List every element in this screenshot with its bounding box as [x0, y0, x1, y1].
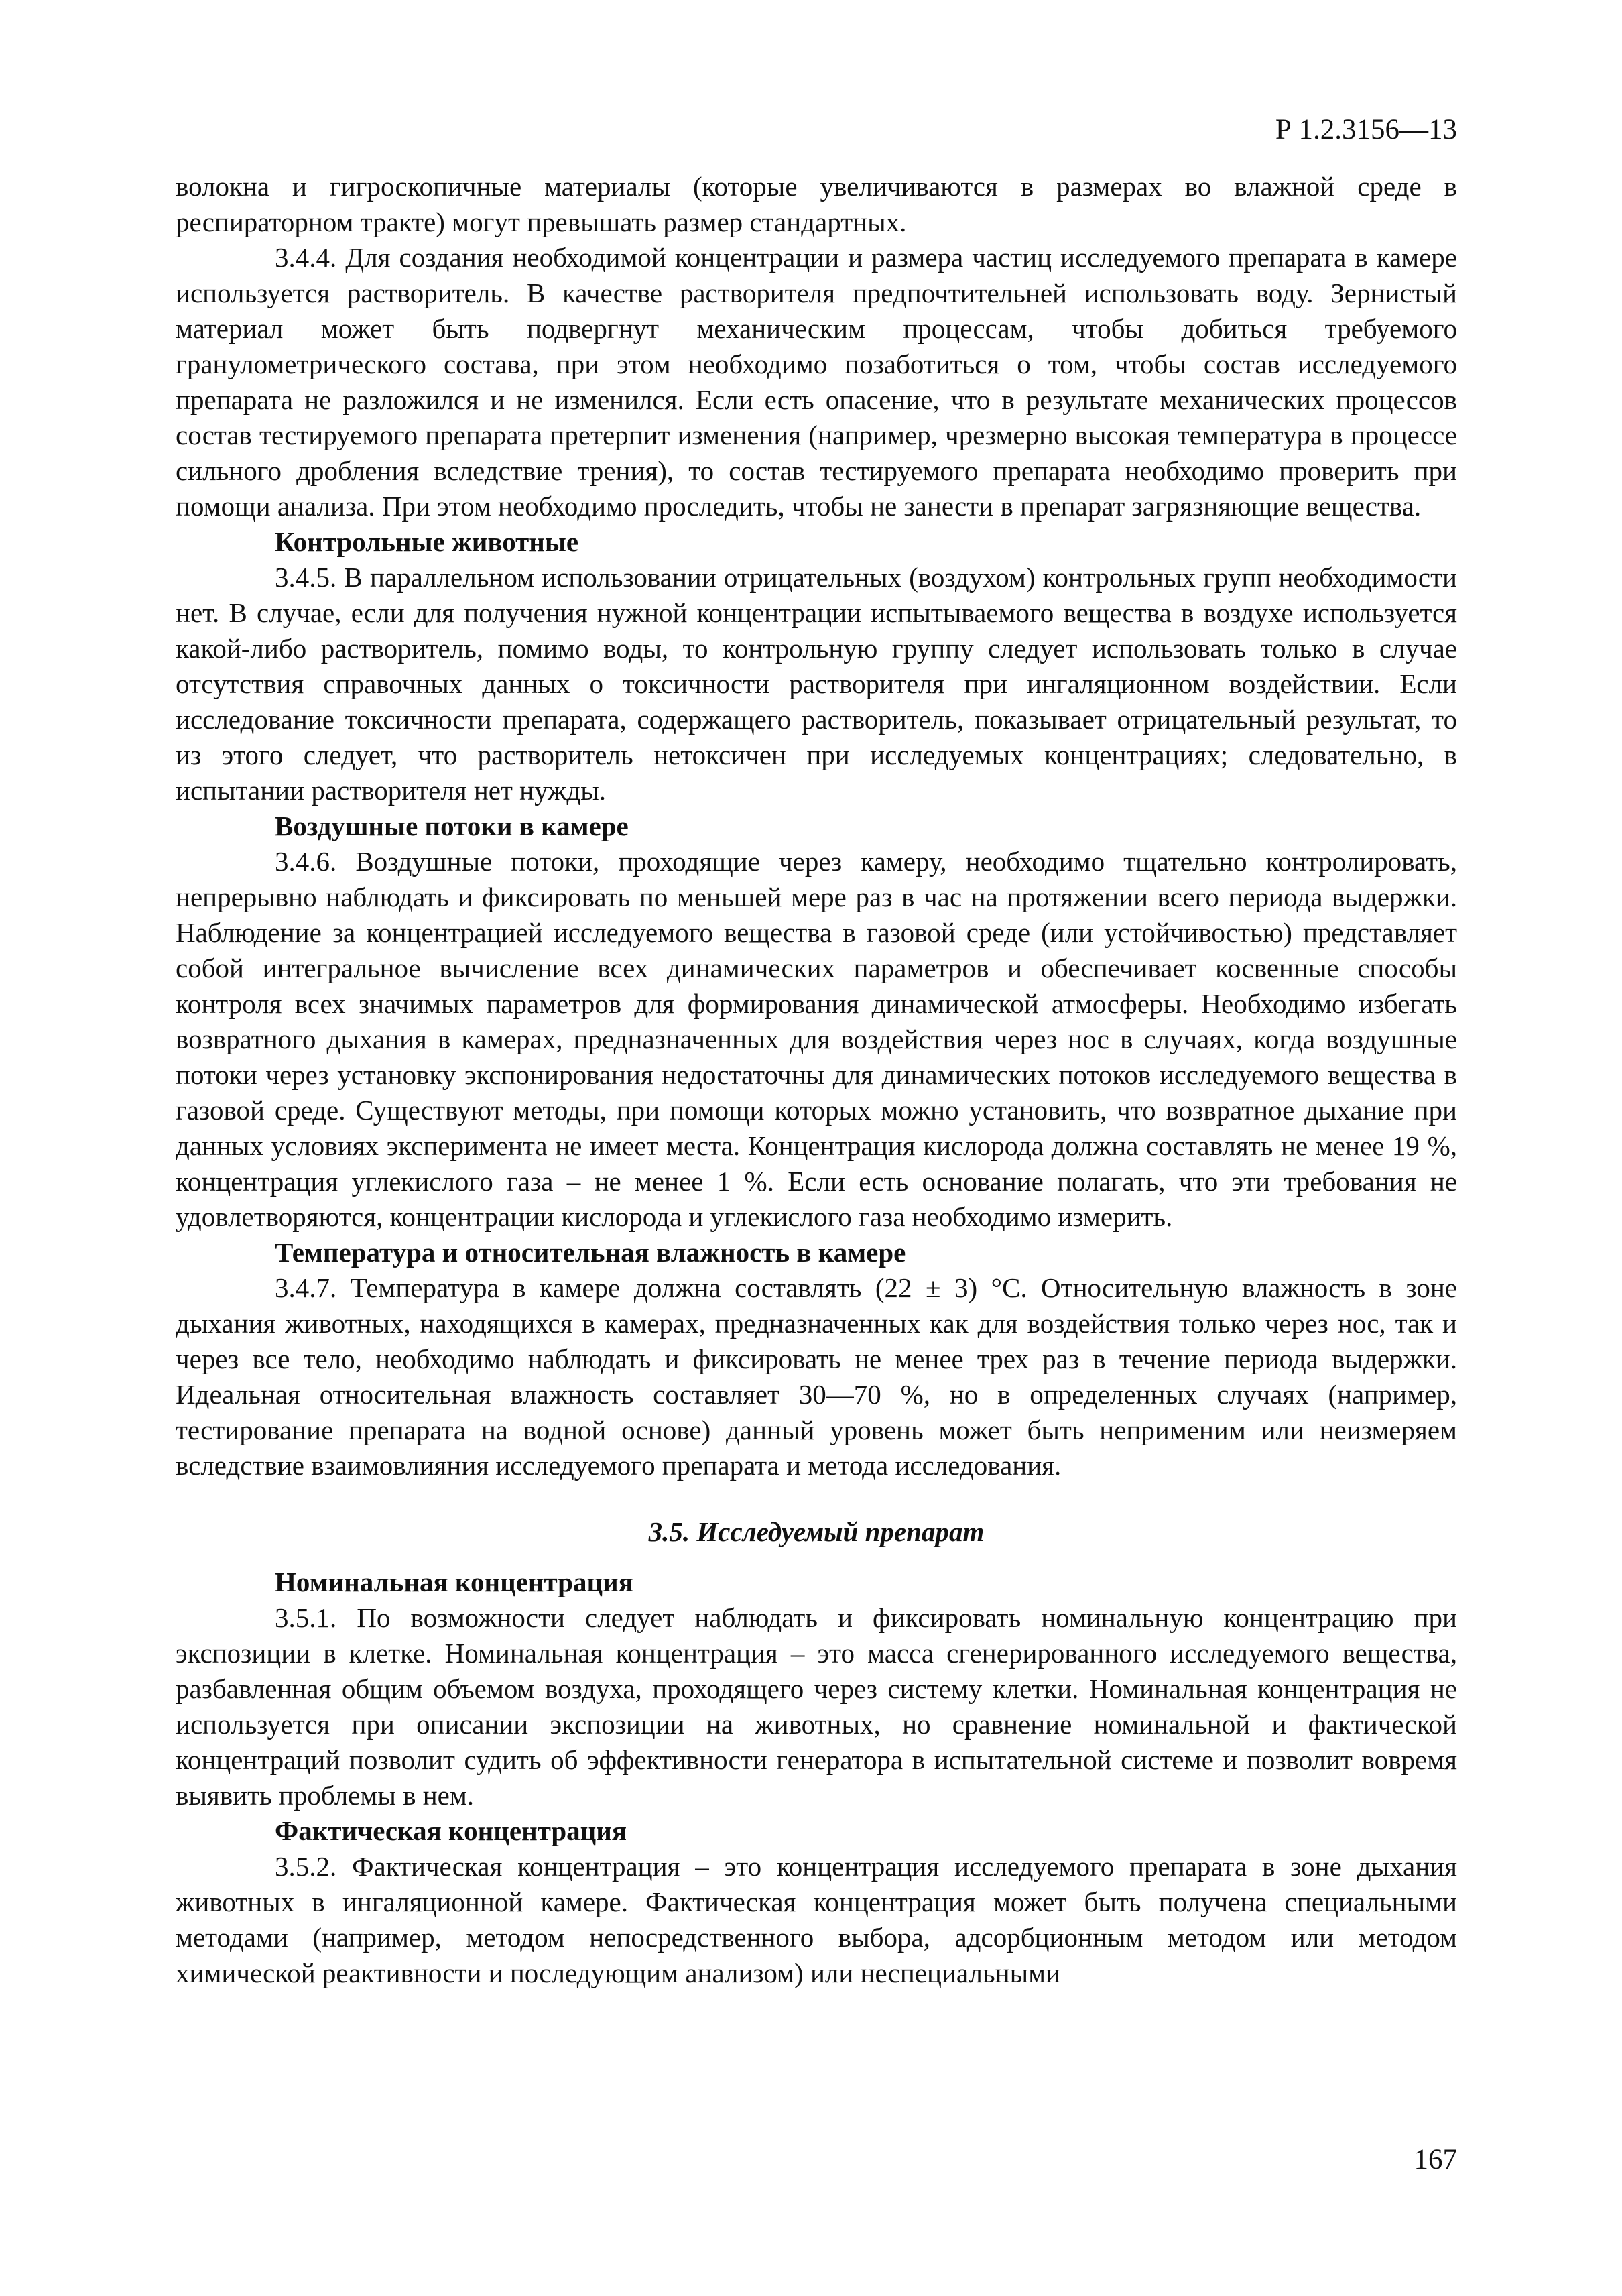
heading-airflow: Воздушные потоки в камере	[275, 810, 629, 841]
paragraph-3-5-1: 3.5.1. По возможности следует наблюдать и фиксировать номинальную концентрацию при экспозиции в клетке. Номинальная концентрация – это масса сгенерированного исследуемого вещества, разбавленная общим объемом воздуха, проходящего через систему клетки. Номинальная концентрация не используется при описании экспозиции на животных, но сравнение номинальной и фактической концентраций позволит судить об эффективности генератора в испытательной системе и позволит вовремя выявить проблемы в нем.	[176, 1602, 1457, 1811]
document-body	[176, 169, 1457, 1991]
document-page	[176, 101, 1457, 2246]
heading-control-animals: Контрольные животные	[275, 526, 579, 557]
page-number: 167	[1414, 2144, 1457, 2175]
heading-actual-concentration: Фактическая концентрация	[275, 1815, 627, 1846]
paragraph-3-4-7: 3.4.7. Температура в камере должна составлять (22 ± 3) °С. Относительную влажность в зоне дыхания животных, находящихся в камерах, предназначенных как для воздействия только через нос, так и через все тело, необходимо наблюдать и фиксировать не менее трех раз в течение периода выдержки. Идеальная относительная влажность составляет 30—70 %, но в определенных случаях (например, тестирование препарата на водной основе) данный уровень может быть неприменим или неизмеряем вследствие взаимовлияния исследуемого препарата и метода исследования.	[176, 1272, 1457, 1481]
paragraph-3-4-4: 3.4.4. Для создания необходимой концентрации и размера частиц исследуемого препарата в камере используется растворитель. В качестве растворителя предпочтительней использовать воду. Зернистый материал может быть подвергнут механическим процессам, чтобы добиться требуемого гранулометрического состава, при этом необходимо позаботиться о том, чтобы состав исследуемого препарата не разложился и не изменился. Если есть опасение, что в результате механических процессов состав тестируемого препарата претерпит изменения (например, чрезмерно высокая температура в процессе сильного дробления вследствие трения), то состав тестируемого препарата необходимо проверить при помощи анализа. При этом необходимо проследить, чтобы не занести в препарат загрязняющие вещества.	[176, 242, 1457, 522]
heading-temperature-humidity: Температура и относительная влажность в камере	[275, 1237, 906, 1268]
section-title-3-5: 3.5. Исследуемый препарат	[648, 1516, 985, 1547]
heading-nominal-concentration: Номинальная концентрация	[275, 1567, 633, 1597]
paragraph-3-4-5: 3.4.5. В параллельном использовании отрицательных (воздухом) контрольных групп необходимости нет. В случае, если для получения нужной концентрации испытываемого вещества в воздухе используется какой-либо растворитель, помимо воды, то контрольную группу следует использовать только в случае отсутствия справочных данных о токсичности растворителя при ингаляционном воздействии. Если исследование токсичности препарата, содержащего растворитель, показывает отрицательный результат, то из этого следует, что растворитель нетоксичен при исследуемых концентрациях; следовательно, в испытании растворителя нет нужды.	[176, 562, 1457, 806]
paragraph-3-4-6: 3.4.6. Воздушные потоки, проходящие через камеру, необходимо тщательно контролировать, непрерывно наблюдать и фиксировать по меньшей мере раз в час на протяжении всего периода выдержки. Наблюдение за концентрацией исследуемого вещества в газовой среде (или устойчивостью) представляет собой интегральное вычисление всех динамических параметров и обеспечивает косвенные способы контроля всех значимых параметров для формирования динамической атмосферы. Необходимо избегать возвратного дыхания в камерах, предназначенных для воздействия через нос в случаях, когда воздушные потоки через установку экспонирования недостаточны для динамических потоков исследуемого вещества в газовой среде. Существуют методы, при помощи которых можно установить, что возвратное дыхание при данных условиях эксперимента не имеет места. Концентрация кислорода должна составлять не менее 19 %, концентрация углекислого газа – не менее 1 %. Если есть основание полагать, что эти требования не удовлетворяются, концентрации кислорода и углекислого газа необходимо измерить.	[176, 846, 1457, 1232]
paragraph-continuation: волокна и гигроскопичные материалы (которые увеличиваются в размерах во влажной среде в респираторном тракте) могут превышать размер стандартных.	[176, 171, 1457, 237]
document-code: Р 1.2.3156—13	[1275, 114, 1457, 145]
paragraph-3-5-2: 3.5.2. Фактическая концентрация – это концентрация исследуемого препарата в зоне дыхания животных в ингаляционной камере. Фактическая концентрация может быть получена специальными методами (например, методом непосредственного выбора, адсорбционным методом или методом химической реактивности и последующим анализом) или неспециальными	[176, 1851, 1457, 1988]
